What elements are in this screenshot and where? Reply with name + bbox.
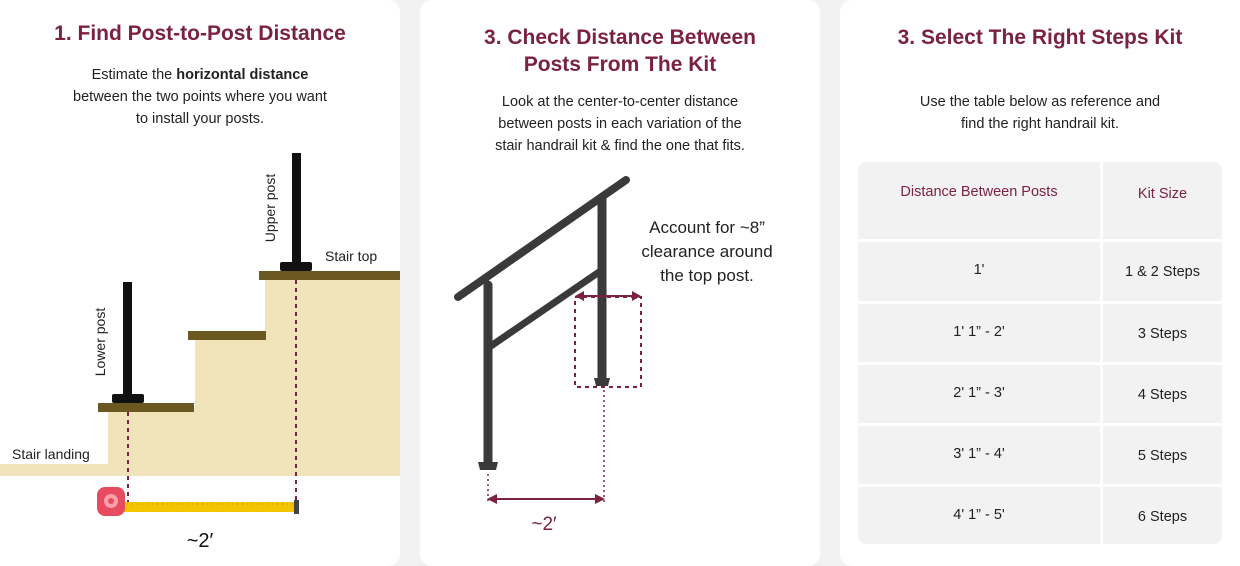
card1-line2: between the two points where you want — [73, 89, 327, 105]
card2-title-line2: Posts From The Kit — [523, 53, 717, 76]
distance-cell: 2' 1” - 3' — [953, 384, 1005, 401]
clearance-note-line3: the top post. — [660, 266, 754, 285]
table-row — [858, 426, 1222, 485]
select-kit-card — [840, 0, 1240, 566]
kit-size-cell: 3 Steps — [1137, 325, 1188, 342]
distance-cell: 1' 1” - 2' — [953, 323, 1005, 340]
stairs-diagram — [0, 0, 400, 566]
find-distance-card — [0, 0, 400, 566]
clearance-arrow-right — [632, 291, 641, 301]
handrail-diagram — [420, 0, 820, 566]
table-header-row — [858, 162, 1222, 221]
card3-description — [840, 91, 1240, 135]
lower-post-label: Lower post — [92, 307, 108, 377]
clearance-note-line2: clearance around — [641, 242, 773, 261]
distance-cell: 3' 1” - 4' — [953, 445, 1005, 462]
card1-line1-pre: Estimate the — [91, 67, 177, 83]
kit-size-cell: 4 Steps — [1137, 386, 1188, 403]
table-row — [858, 365, 1222, 424]
card1-line3: to install your posts. — [135, 111, 265, 127]
card2-line2: between posts in each variation of the — [498, 116, 742, 132]
lower-rail — [488, 270, 602, 348]
tread-top — [259, 271, 400, 280]
header-distance: Distance Between Posts — [900, 183, 1058, 200]
card3-line2: find the right handrail kit. — [961, 116, 1119, 132]
kit-size-cell: 6 Steps — [1137, 508, 1188, 525]
stair-top-label: Stair top — [325, 248, 378, 264]
lower-post-base — [112, 394, 144, 403]
table-row — [858, 487, 1222, 544]
upper-post-base — [280, 262, 312, 271]
clearance-arrow-left — [575, 291, 584, 301]
lower-post — [123, 282, 132, 400]
card2-line1: Look at the center-to-center distance — [501, 94, 739, 110]
stair-landing-label: Stair landing — [12, 446, 90, 462]
header-kit-size: Kit Size — [1137, 185, 1188, 202]
handrail-lower-foot — [478, 462, 498, 470]
tread-lower — [98, 403, 194, 412]
tread-middle — [188, 331, 266, 340]
distance-label: ~2′ — [186, 530, 214, 552]
distance-cell: 4' 1” - 5' — [953, 506, 1005, 523]
upper-post — [292, 153, 301, 263]
kit-size-cell: 5 Steps — [1137, 447, 1188, 464]
kit-size-cell: 1 & 2 Steps — [1125, 263, 1200, 280]
card1-title: 1. Find Post-to-Post Distance — [54, 22, 346, 45]
handrail-upper-foot — [594, 378, 610, 386]
clearance-note-line1: Account for ~8” — [649, 218, 765, 237]
upper-post-label: Upper post — [262, 173, 278, 243]
table-row — [858, 242, 1222, 301]
card3-title: 3. Select The Right Steps Kit — [897, 26, 1183, 49]
card3-line1: Use the table below as reference and — [919, 94, 1161, 110]
distance-cell: 1' — [973, 261, 985, 278]
card2-distance-label: ~2′ — [531, 514, 557, 535]
kit-size-table — [858, 162, 1222, 544]
card2-title-line1: 3. Check Distance Between — [484, 26, 756, 49]
card1-line1-bold: horizontal distance — [176, 67, 309, 83]
check-distance-card — [420, 0, 820, 566]
table-row — [858, 304, 1222, 363]
card2-line3: stair handrail kit & find the one that fits. — [495, 138, 745, 154]
clearance-box — [575, 297, 641, 387]
